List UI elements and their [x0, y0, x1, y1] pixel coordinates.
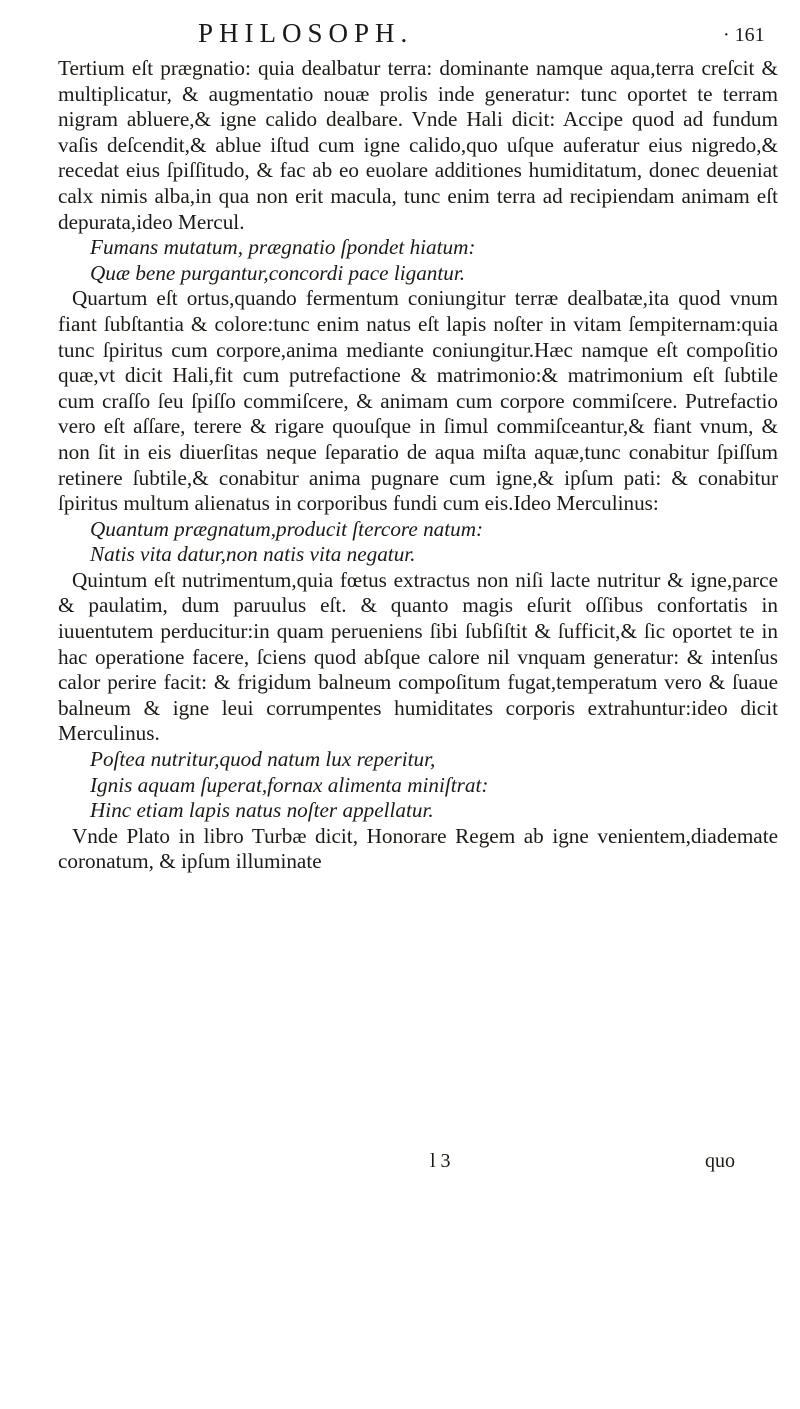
paragraph-quartum: Quartum eſt ortus,quando fermentum coniungitur terræ dealbatæ,ita quod vnum fiant ſubſtantia & colore:tunc enim natus eſt lapis noſter in vitam ſempiternam:quia tunc ſpiritus cum corpore,anima mediante coniungitur.Hæc namque eſt compoſitio quæ,vt dicit Hali,fit cum putrefactione & matrimonio:& matrimonium eſt ſubtile cum craſſo ſeu ſpiſſo commiſcere, & animam cum corpore commiſcere. Putrefactio vero eſt aſſare, terere & rigare quouſque in ſimul commiſceantur,& fiant vnum, & non ſit in eis diuerſitas neque ſeparatio de aqua miſta aquæ,tunc conabitur ſpiſſum retinere ſubtile,& conabitur anima pugnare cum igne,& ipſum pati: & conabitur ſpiritus multum alienatus in corporibus fundi cum eis.Ideo Merculinus: — [58, 286, 778, 516]
catchword: quo — [705, 1150, 735, 1172]
running-head: PHILOSOPH. — [198, 18, 414, 48]
verse-line: Fumans mutatum, prægnatio ſpondet hiatum: — [90, 235, 476, 260]
verse-line: Ignis aquam ſuperat,fornax alimenta miniſtrat: — [90, 772, 489, 797]
page-footer — [0, 1150, 800, 1180]
page-header — [0, 18, 800, 52]
verse-line: Quæ bene purgantur,concordi pace ligantur. — [90, 260, 466, 285]
page-number: · 161 — [723, 24, 765, 46]
paragraph-quintum: Quintum eſt nutrimentum,quia fœtus extractus non niſi lacte nutritur & igne,parce & paulatim, dum paruulus eſt. & quanto magis eſurit oſſibus confortatis in iuuentutem perducitur:in quam perueniens ſibi ſubſiſtit & ſufficit,& ſic oportet te in hac operatione facere, ſciens quod abſque calore nil vnquam generatur: & intenſus calor perire facit: & frigidum balneum compoſitum fugat,temperatum vero & ſuaue balneum & igne leui corrumpentes humiditates corporis extrahuntur:ideo dicit Merculinus. — [58, 567, 778, 746]
verse-line: Natis vita datur,non natis vita negatur. — [90, 542, 416, 567]
verse-line: Poſtea nutritur,quod natum lux reperitur, — [90, 747, 436, 772]
paragraph-tertium: Tertium eſt prægnatio: quia dealbatur terra: dominante namque aqua,terra creſcit & multiplicatur, & augmentatio nouæ prolis inde generatur: tunc oportet te terram nigram abluere,& igne calido dealbare. Vnde Hali dicit: Accipe quod ad fundum vaſis deſcendit,& ablue iſtud cum igne calido,quo uſque auferatur eius nigredo,& recedat eius ſpiſſitudo, & fac ab eo euolare additiones humiditatum, donec deueniat calx nimis alba,in qua non erit macula, tunc enim terra ad recipiendam animam eſt depurata,ideo Mercul. — [58, 56, 778, 234]
paragraph-plato: Vnde Plato in libro Turbæ dicit, Honorare Regem ab igne venientem,diademate coronatum, & ipſum illuminate — [58, 823, 778, 874]
verse-line: Hinc etiam lapis natus noſter appellatur. — [90, 798, 434, 823]
body-text — [58, 56, 778, 875]
signature-mark: l 3 — [430, 1150, 451, 1172]
verse-line: Quantum prægnatum,producit ſtercore natum: — [90, 516, 484, 541]
